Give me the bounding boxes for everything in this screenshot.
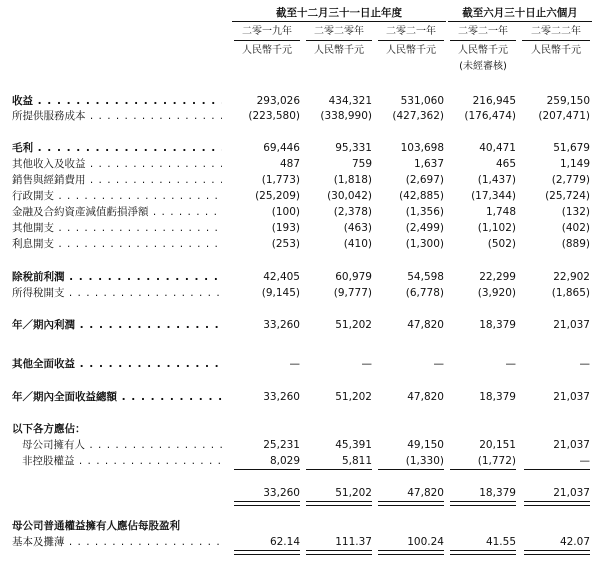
cell-2021-6m: 1,748 (485, 206, 516, 218)
cell-2020: 51,202 (335, 319, 372, 331)
header-fiscal-year-group: 截至十二月三十一日止年度 (276, 7, 402, 19)
year-underline-2021-6m (450, 40, 516, 41)
cell-2021: (1,300) (405, 238, 444, 250)
row-label: 所提供服務成本 . . . (12, 109, 222, 123)
cell-2020: 5,811 (341, 455, 372, 467)
total-underline-2021 (378, 550, 444, 555)
col-year-2021-6m: 二零二一年 (458, 26, 508, 37)
cell-2021-6m: (502) (487, 238, 516, 250)
header-fiscal-year-underline (232, 21, 446, 22)
cell-2021-6m: 465 (495, 158, 516, 170)
cell-2021: (1,356) (405, 206, 444, 218)
cell-2021-6m: 20,151 (479, 439, 516, 451)
cell-2021: — (433, 358, 444, 370)
cell-2019: 62.14 (269, 536, 300, 548)
cell-2020: 759 (351, 158, 372, 170)
cell-2021-6m: 40,471 (479, 142, 516, 154)
col-year-2022-6m: 二零二二年 (531, 26, 581, 37)
row-label: 母公司普通權益擁有人應佔每股盈利 (12, 520, 180, 532)
cell-2021: (1,330) (405, 455, 444, 467)
cell-2021-6m: 18,379 (479, 487, 516, 499)
cell-2021-6m: 22,299 (479, 271, 516, 283)
cell-2019: 69,446 (263, 142, 300, 154)
cell-2022-6m: 259,150 (546, 95, 590, 107)
col-unit-2021: 人民幣千元 (386, 45, 436, 56)
cell-2022-6m: 42.07 (559, 536, 590, 548)
col-year-2019: 二零一九年 (242, 26, 292, 37)
total-underline-2019 (234, 469, 300, 470)
cell-2020: 51,202 (335, 391, 372, 403)
cell-2021: 103,698 (400, 142, 444, 154)
header-six-month-group: 截至六月三十日止六個月 (462, 7, 578, 19)
cell-2019: — (289, 358, 300, 370)
cell-2022-6m: (132) (561, 206, 590, 218)
col-unit-2022-6m: 人民幣千元 (531, 45, 581, 56)
cell-2020: (2,378) (333, 206, 372, 218)
row-label: 利息開支 . . . (12, 237, 222, 251)
cell-2019: (25,209) (255, 190, 300, 202)
row-label: 年／期內全面收益總額 . . . (12, 390, 222, 404)
col-unit-2021-6m: 人民幣千元 (458, 45, 508, 56)
year-underline-2021 (378, 40, 444, 41)
cell-2021: 54,598 (407, 271, 444, 283)
cell-2021: (2,499) (405, 222, 444, 234)
row-label: 除稅前利潤 . . . (12, 270, 222, 284)
cell-2019: (1,773) (261, 174, 300, 186)
cell-2019: (9,145) (261, 287, 300, 299)
cell-2021: 47,820 (407, 487, 444, 499)
total-underline-2021-6m (450, 469, 516, 470)
cell-2021: (6,778) (405, 287, 444, 299)
row-label: 毛利 . . . (12, 141, 222, 155)
cell-2021: 1,637 (413, 158, 444, 170)
year-underline-2019 (234, 40, 300, 41)
cell-2022-6m: (889) (561, 238, 590, 250)
row-label: 收益 . . . (12, 94, 222, 108)
row-label: 其他收入及收益 . . . (12, 157, 222, 171)
row-label: 以下各方應佔： (12, 423, 86, 435)
cell-2021-6m: (1,102) (477, 222, 516, 234)
col-year-2020: 二零二零年 (314, 26, 364, 37)
cell-2021-6m: — (505, 358, 516, 370)
year-underline-2020 (306, 40, 372, 41)
cell-2020: 434,321 (328, 95, 372, 107)
row-label: 其他開支 . . . (12, 221, 222, 235)
cell-2020: (410) (343, 238, 372, 250)
cell-2021-6m: (176,474) (464, 110, 516, 122)
unaudited-note: (未經審核) (459, 61, 507, 72)
cell-2022-6m: (25,724) (545, 190, 590, 202)
cell-2019: (193) (271, 222, 300, 234)
cell-2021: 49,150 (407, 439, 444, 451)
cell-2019: (253) (271, 238, 300, 250)
cell-2021-6m: (17,344) (471, 190, 516, 202)
total-underline-2020 (306, 501, 372, 506)
cell-2020: (30,042) (327, 190, 372, 202)
row-label: 基本及攤薄 . . . (12, 535, 222, 549)
cell-2022-6m: 21,037 (553, 319, 590, 331)
cell-2022-6m: (2,779) (551, 174, 590, 186)
cell-2022-6m: 1,149 (559, 158, 590, 170)
cell-2019: 33,260 (263, 319, 300, 331)
cell-2020: (9,777) (333, 287, 372, 299)
cell-2021-6m: 216,945 (472, 95, 516, 107)
cell-2020: 45,391 (335, 439, 372, 451)
cell-2020: 95,331 (335, 142, 372, 154)
header-six-month-underline (448, 21, 592, 22)
total-underline-2021-6m (450, 550, 516, 555)
cell-2021-6m: (1,772) (477, 455, 516, 467)
total-underline-2019 (234, 501, 300, 506)
cell-2022-6m: (402) (561, 222, 590, 234)
cell-2020: — (361, 358, 372, 370)
cell-2022-6m: (1,865) (551, 287, 590, 299)
row-label: 非控股權益 . . . (22, 454, 222, 468)
total-underline-2019 (234, 550, 300, 555)
total-underline-2022-6m (524, 469, 590, 470)
col-unit-2020: 人民幣千元 (314, 45, 364, 56)
col-year-2021: 二零二一年 (386, 26, 436, 37)
cell-2022-6m: — (579, 358, 590, 370)
cell-2020: (1,818) (333, 174, 372, 186)
cell-2022-6m: — (579, 455, 590, 467)
cell-2019: 8,029 (269, 455, 300, 467)
cell-2021-6m: 18,379 (479, 391, 516, 403)
cell-2021: 47,820 (407, 319, 444, 331)
row-label: 年／期內利潤 . . . (12, 318, 222, 332)
cell-2021: (2,697) (405, 174, 444, 186)
row-label: 母公司擁有人 . . . (22, 438, 222, 452)
cell-2020: (463) (343, 222, 372, 234)
cell-2022-6m: 21,037 (553, 487, 590, 499)
cell-2019: (223,580) (248, 110, 300, 122)
cell-2022-6m: (207,471) (538, 110, 590, 122)
total-underline-2021 (378, 469, 444, 470)
row-label: 行政開支 . . . (12, 189, 222, 203)
cell-2022-6m: 51,679 (553, 142, 590, 154)
cell-2019: 33,260 (263, 391, 300, 403)
cell-2021: 531,060 (400, 95, 444, 107)
cell-2019: 487 (279, 158, 300, 170)
row-label: 銷售與經銷費用 . . . (12, 173, 222, 187)
cell-2021-6m: (1,437) (477, 174, 516, 186)
cell-2021-6m: (3,920) (477, 287, 516, 299)
row-label: 金融及合約資產減值虧損淨額 . . . (12, 205, 222, 219)
row-label: 所得稅開支 . . . (12, 286, 222, 300)
cell-2019: 25,231 (263, 439, 300, 451)
row-label: 其他全面收益 . . . (12, 357, 222, 371)
total-underline-2020 (306, 469, 372, 470)
cell-2021: (427,362) (392, 110, 444, 122)
col-unit-2019: 人民幣千元 (242, 45, 292, 56)
year-underline-2022-6m (522, 40, 590, 41)
cell-2020: 51,202 (335, 487, 372, 499)
cell-2022-6m: 22,902 (553, 271, 590, 283)
total-underline-2020 (306, 550, 372, 555)
cell-2020: (338,990) (320, 110, 372, 122)
cell-2021: (42,885) (399, 190, 444, 202)
total-underline-2021 (378, 501, 444, 506)
cell-2022-6m: 21,037 (553, 391, 590, 403)
cell-2021-6m: 41.55 (485, 536, 516, 548)
total-underline-2021-6m (450, 501, 516, 506)
cell-2021: 47,820 (407, 391, 444, 403)
cell-2020: 111.37 (335, 536, 372, 548)
cell-2019: 33,260 (263, 487, 300, 499)
cell-2021: 100.24 (407, 536, 444, 548)
total-underline-2022-6m (524, 550, 590, 555)
cell-2022-6m: 21,037 (553, 439, 590, 451)
cell-2019: 293,026 (256, 95, 300, 107)
cell-2019: 42,405 (263, 271, 300, 283)
cell-2019: (100) (271, 206, 300, 218)
total-underline-2022-6m (524, 501, 590, 506)
cell-2020: 60,979 (335, 271, 372, 283)
cell-2021-6m: 18,379 (479, 319, 516, 331)
